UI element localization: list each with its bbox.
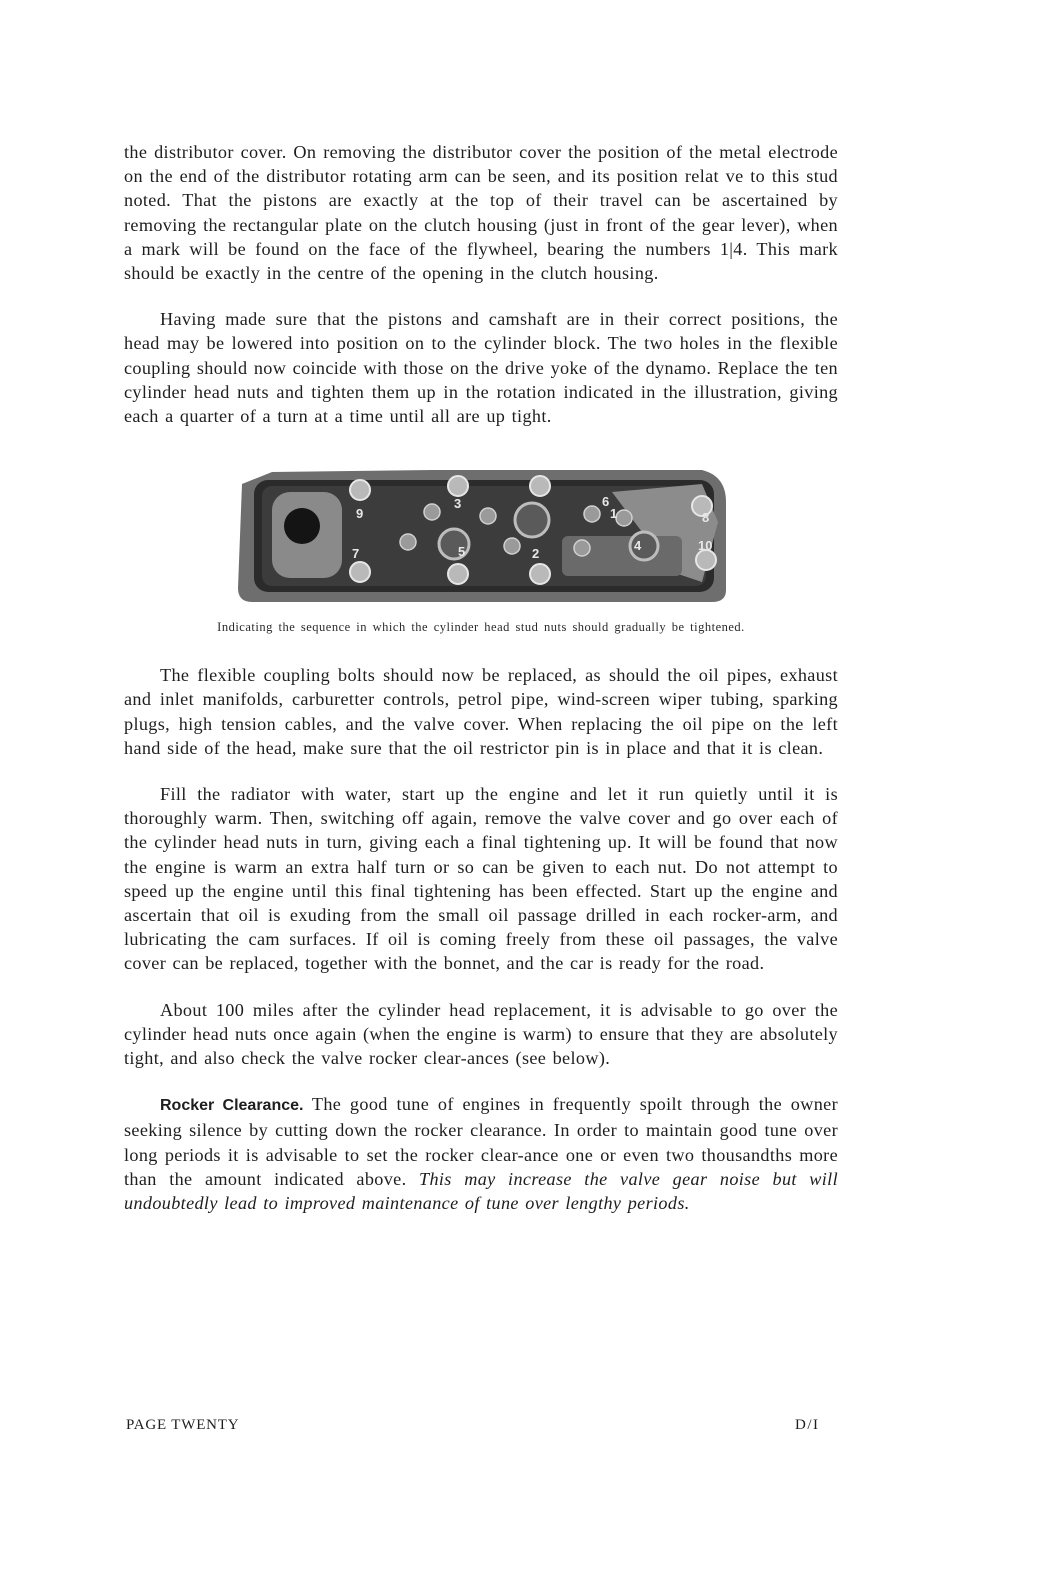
paragraph-distributor: the distributor cover. On removing the distributor cover the position of the metal electrode on the end of the distributor rotating arm can be seen, and its position relat ve to this stud noted. That the pistons are exactly at the top of their travel can be ascertained by removing the rectangular plate on the clutch housing (just in front of the gear lever), when a mark will be found on the face of the flywheel, bearing the numbers 1|4. This mark should be exactly in the centre of the opening in the clutch housing. [124, 142, 838, 284]
paragraph-rocker-clearance [124, 1092, 838, 1215]
page-number: PAGE TWENTY [126, 1417, 240, 1433]
paragraph-warming-engine: Fill the radiator with water, start up the engine and let it run quietly until it is thoroughly warm. Then, switching off again, remove the valve cover and go over each of the cylinder head nuts in turn, giving each a final tightening up. It will be found that now the engine is warm an extra half turn or so can be given to each nut. Do not attempt to speed up the engine until this final tightening has been effected. Start up the engine and ascertain that oil is exuding from the small oil passage drilled in each rocker-arm, and lubricating the cam surfaces. If oil is coming freely from these oil passages, the valve cover can be replaced, together with the bonnet, and the car is ready for the road. [124, 784, 838, 974]
nut-label-8: 8 [702, 510, 710, 526]
rocker-clearance-text: The good tune of engines in frequently spoilt through the owner seeking silence by cutting down the rocker clearance. In order to maintain good tune over long periods it is advisable to set the rocker clear-ance one or even two thousandths more than the amount indicated above. [124, 1094, 838, 1189]
rocker-clearance-italic: This may increase the valve gear noise but will undoubtedly lead to improved maintenance of tune over lengthy periods. [124, 1168, 838, 1214]
nut-label-9: 9 [356, 506, 364, 522]
section-code: D/I [795, 1417, 820, 1433]
nut-label-2: 2 [532, 546, 540, 562]
nut-label-5: 5 [458, 544, 466, 560]
rocker-clearance-heading: Rocker Clearance. [160, 1097, 304, 1115]
nut-label-4: 4 [634, 538, 642, 554]
nut-label-1: 1 [610, 506, 618, 522]
page-body [124, 140, 838, 1215]
figure-caption: Indicating the sequence in which the cylinder head stud nuts should gradually be tightened. [217, 620, 745, 635]
nut-label-6: 6 [602, 494, 610, 510]
paragraph-after-100-miles: About 100 miles after the cylinder head replacement, it is advisable to go over the cylinder head nuts once again (when the engine is warm) to ensure that they are absolutely tight, and also check the valve rocker clear-ances (see below). [124, 999, 838, 1069]
cylinder-head-photo [232, 462, 730, 608]
nut-label-3: 3 [454, 496, 462, 512]
nut-label-10: 10 [698, 538, 713, 554]
paragraph-replacing-parts: The flexible coupling bolts should now be replaced, as should the oil pipes, exhaust and inlet manifolds, carburetter controls, petrol pipe, wind-screen wiper tubing, sparking plugs, high tension cables, and the valve cover. When replacing the oil pipe on the left hand side of the head, make sure that the oil restrictor pin is in place and that it is clean. [124, 665, 838, 758]
paragraph-lowering-head: Having made sure that the pistons and camshaft are in their correct positions, the head may be lowered into position on to the cylinder block. The two holes in the flexible coupling should now coincide with those on the drive yoke of the dynamo. Replace the ten cylinder head nuts and tighten them up in the rotation indicated in the illustration, giving each a quarter of a turn at a time until all are up tight. [124, 309, 838, 427]
nut-label-7: 7 [352, 546, 360, 562]
